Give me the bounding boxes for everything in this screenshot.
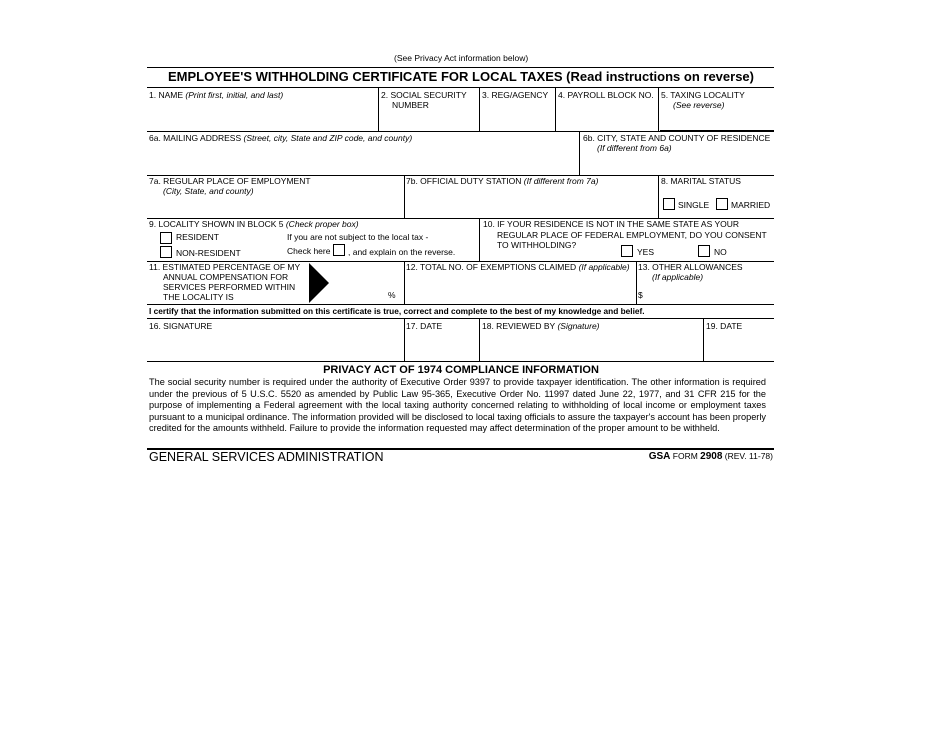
residence-label: 6b. CITY, STATE AND COUNTY OF RESIDENCE xyxy=(583,133,771,143)
estimated-percentage-label-3: SERVICES PERFORMED WITHIN xyxy=(163,282,296,292)
ssn-field[interactable] xyxy=(380,110,477,130)
date-19-label: 19. DATE xyxy=(706,321,743,331)
signature-label: 16. SIGNATURE xyxy=(149,321,213,331)
form-title: EMPLOYEE'S WITHHOLDING CERTIFICATE FOR LOCAL TAXES (Read instructions on reverse) xyxy=(168,69,754,84)
no-label: NO xyxy=(714,247,727,257)
name-field[interactable] xyxy=(149,100,377,130)
percent-sign: % xyxy=(388,290,396,300)
employment-label: 7a. REGULAR PLACE OF EMPLOYMENT xyxy=(149,176,311,186)
certification-statement: I certify that the information submitted on this certificate is true, correct and complete to the best of my knowledge and belief. xyxy=(149,306,645,316)
residence-hint: (If different from 6a) xyxy=(597,143,672,153)
taxing-locality-hint: (See reverse) xyxy=(673,100,725,110)
employment-field[interactable] xyxy=(149,197,402,217)
consent-label: 10. IF YOUR RESIDENCE IS NOT IN THE SAME STATE AS YOUR xyxy=(483,219,740,229)
consent-label-3: TO WITHHOLDING? xyxy=(497,240,577,250)
dollar-sign: $ xyxy=(638,290,643,300)
allowances-label: 13. OTHER ALLOWANCES xyxy=(638,262,743,272)
payroll-block-label: 4. PAYROLL BLOCK NO. xyxy=(558,90,654,100)
arrow-icon xyxy=(309,263,330,303)
locality-label: 9. LOCALITY SHOWN IN BLOCK 5 (Check proper box) xyxy=(149,219,359,229)
agency-name: GENERAL SERVICES ADMINISTRATION xyxy=(149,450,384,464)
single-checkbox[interactable] xyxy=(663,198,675,210)
exemptions-label: 12. TOTAL NO. OF EXEMPTIONS CLAIMED (If applicable) xyxy=(406,262,630,272)
payroll-block-field[interactable] xyxy=(557,100,657,130)
allowances-field[interactable] xyxy=(646,283,772,302)
consent-label-2: REGULAR PLACE OF FEDERAL EMPLOYMENT, DO YOU CONSENT xyxy=(497,230,767,240)
date-19-field[interactable] xyxy=(706,332,772,360)
check-here-label: Check here xyxy=(287,246,331,256)
form-number: GSA FORM 2908 (REV. 11-78) xyxy=(648,451,773,462)
yes-checkbox[interactable] xyxy=(621,245,633,257)
ssn-label-2: NUMBER xyxy=(392,100,429,110)
reg-agency-label: 3. REG/AGENCY xyxy=(482,90,549,100)
marital-status-label: 8. MARITAL STATUS xyxy=(661,176,741,186)
mailing-address-label: 6a. MAILING ADDRESS (Street, city, State and ZIP code, and county) xyxy=(149,133,413,143)
yes-label: YES xyxy=(637,247,655,257)
duty-station-label: 7b. OFFICIAL DUTY STATION (If different from 7a) xyxy=(406,176,599,186)
duty-station-field[interactable] xyxy=(406,187,656,217)
residence-field[interactable] xyxy=(581,153,773,174)
employment-hint: (City, State, and county) xyxy=(163,186,254,196)
reviewed-by-field[interactable] xyxy=(482,332,701,360)
allowances-hint: (If applicable) xyxy=(652,272,704,282)
married-label: MARRIED xyxy=(731,200,771,210)
privacy-heading: PRIVACY ACT OF 1974 COMPLIANCE INFORMATION xyxy=(323,364,599,376)
resident-label: RESIDENT xyxy=(176,232,219,242)
signature-field[interactable] xyxy=(149,332,402,360)
estimated-percentage-label-2: ANNUAL COMPENSATION FOR xyxy=(163,272,289,282)
married-checkbox[interactable] xyxy=(716,198,728,210)
reg-agency-field[interactable] xyxy=(481,100,554,130)
no-checkbox[interactable] xyxy=(698,245,710,257)
ssn-label: 2. SOCIAL SECURITY xyxy=(381,90,467,100)
resident-checkbox[interactable] xyxy=(160,232,172,244)
date-17-field[interactable] xyxy=(406,332,477,360)
estimated-percentage-label: 11. ESTIMATED PERCENTAGE OF MY xyxy=(149,262,301,272)
name-label: 1. NAME (Print first, initial, and last) xyxy=(149,90,284,100)
reviewed-by-label: 18. REVIEWED BY (Signature) xyxy=(482,321,600,331)
estimated-percentage-label-4: THE LOCALITY IS xyxy=(163,292,234,302)
taxing-locality-field[interactable] xyxy=(660,110,773,130)
non-resident-label: NON-RESIDENT xyxy=(176,248,241,258)
exemptions-field[interactable] xyxy=(406,273,634,302)
privacy-note: (See Privacy Act information below) xyxy=(394,53,529,63)
privacy-text: The social security number is required under the authority of Executive Order 9397 to provide taxpayer identification. The other information is required under the previous of 5 U.S.C. 5520 as amended by Public Law 95-365, Executive Order No. 11997 dated June 22, 1977, and 31 CFR 215 for the purpose of implementing a Federal agreement with the local taxing authority concerned relating to withholding of local income or employment taxes pursuant to a municipal ordinance. The information provided will be disclosed to local taxing officials to assure the taxpayer's account has been properly credited for the amounts withheld. Failure to provide the information requested may affect determination of the proper amount to be withheld. xyxy=(149,377,766,433)
taxing-locality-label: 5. TAXING LOCALITY xyxy=(661,90,745,100)
non-resident-checkbox[interactable] xyxy=(160,246,172,258)
date-17-label: 17. DATE xyxy=(406,321,443,331)
mailing-address-field[interactable] xyxy=(149,144,577,174)
divider xyxy=(147,67,774,68)
explain-note: , and explain on the reverse. xyxy=(348,247,456,257)
divider xyxy=(147,87,774,88)
single-label: SINGLE xyxy=(678,200,710,210)
not-subject-note: If you are not subject to the local tax - xyxy=(287,232,429,242)
not-subject-checkbox[interactable] xyxy=(333,244,345,256)
